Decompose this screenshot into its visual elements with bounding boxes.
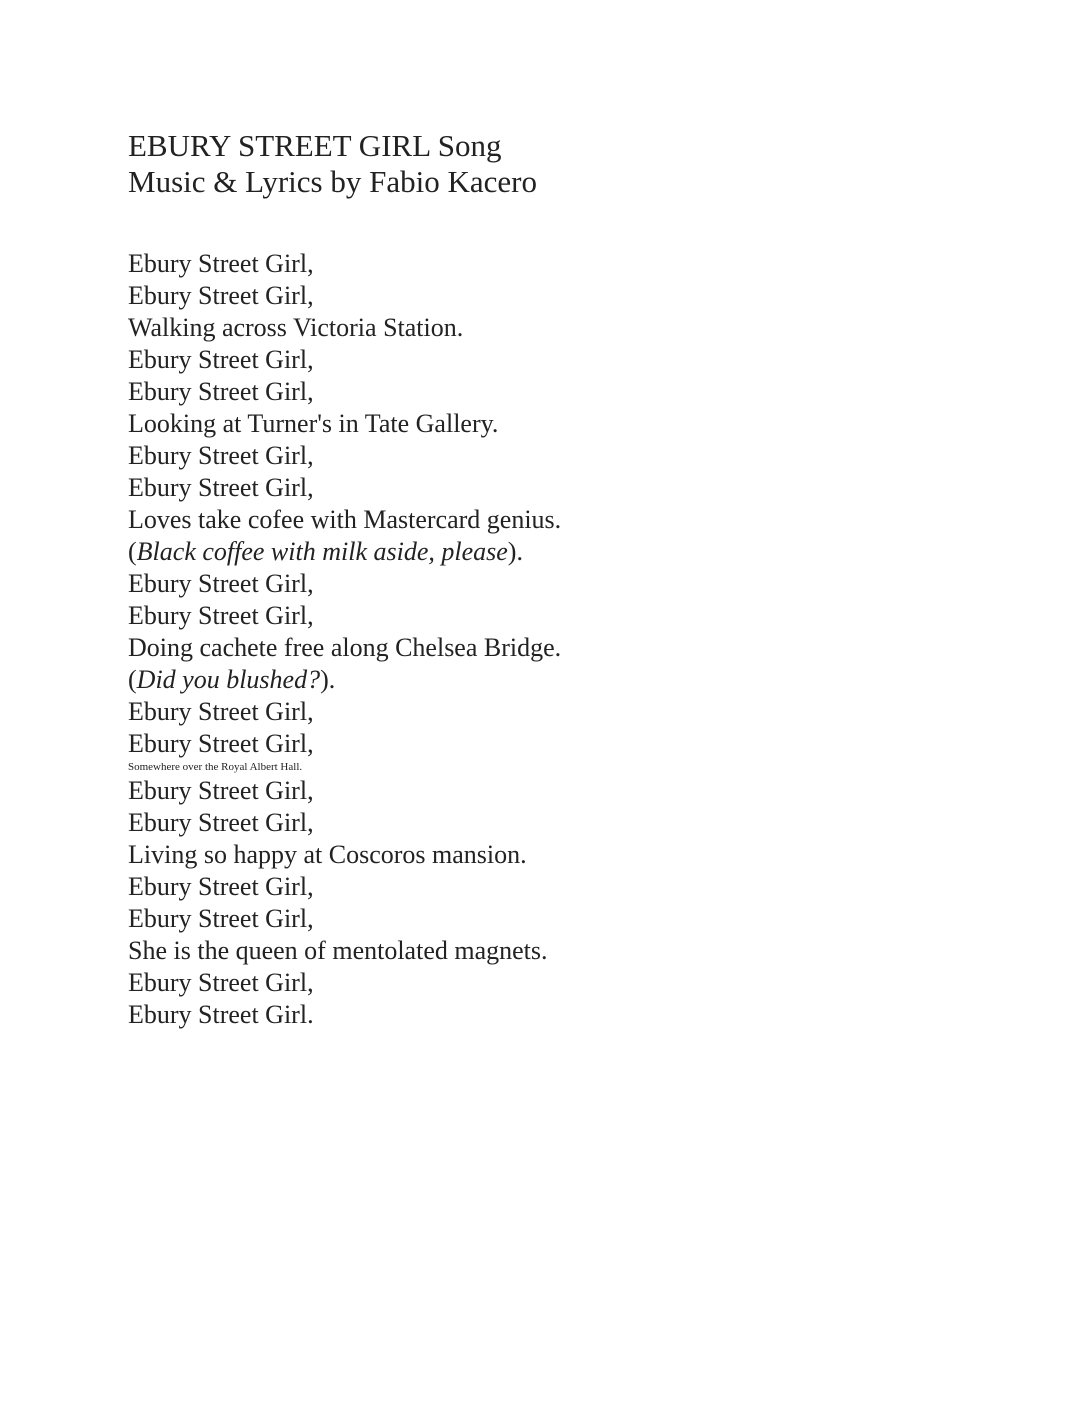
song-title: EBURY STREET GIRL Song: [128, 128, 502, 163]
lyric-line: Ebury Street Girl,: [128, 281, 314, 310]
lyric-line: Walking across Victoria Station.: [128, 313, 464, 342]
lyric-line-small: Somewhere over the Royal Albert Hall.: [128, 761, 303, 773]
lyric-line: Ebury Street Girl,: [128, 345, 314, 374]
aside-italic: Black coffee with milk aside, please: [136, 537, 508, 566]
aside-close: ).: [507, 537, 523, 566]
lyric-line: Living so happy at Coscoros mansion.: [128, 840, 527, 869]
lyric-line: Ebury Street Girl,: [128, 872, 314, 901]
lyric-line: Ebury Street Girl,: [128, 968, 314, 997]
lyric-line: Loves take cofee with Mastercard genius.: [128, 505, 562, 534]
lyric-line: Ebury Street Girl,: [128, 808, 314, 837]
aside-open: (: [128, 665, 137, 694]
aside-italic: Did you blushed?: [136, 665, 321, 694]
aside-close: ).: [320, 665, 336, 694]
lyric-line: Ebury Street Girl,: [128, 776, 314, 805]
lyric-line: Ebury Street Girl,: [128, 249, 314, 278]
lyric-line: Ebury Street Girl,: [128, 697, 314, 726]
lyric-line: Ebury Street Girl,: [128, 569, 314, 598]
lyric-line: Ebury Street Girl,: [128, 729, 314, 758]
lyric-line: Ebury Street Girl,: [128, 441, 314, 470]
aside-open: (: [128, 537, 137, 566]
lyric-line: Ebury Street Girl,: [128, 904, 314, 933]
lyric-aside-line: [128, 536, 561, 568]
lyric-line: Looking at Turner's in Tate Gallery.: [128, 409, 499, 438]
lyric-line: Ebury Street Girl.: [128, 1000, 314, 1029]
lyric-line: Ebury Street Girl,: [128, 377, 314, 406]
lyric-line: Ebury Street Girl,: [128, 601, 314, 630]
song-header: [128, 128, 537, 200]
lyrics-block: [128, 248, 561, 1031]
song-credit: Music & Lyrics by Fabio Kacero: [128, 164, 537, 199]
lyric-line: Ebury Street Girl,: [128, 473, 314, 502]
lyric-aside-line: [128, 664, 561, 696]
lyric-line: She is the queen of mentolated magnets.: [128, 936, 548, 965]
lyric-line: Doing cachete free along Chelsea Bridge.: [128, 633, 562, 662]
